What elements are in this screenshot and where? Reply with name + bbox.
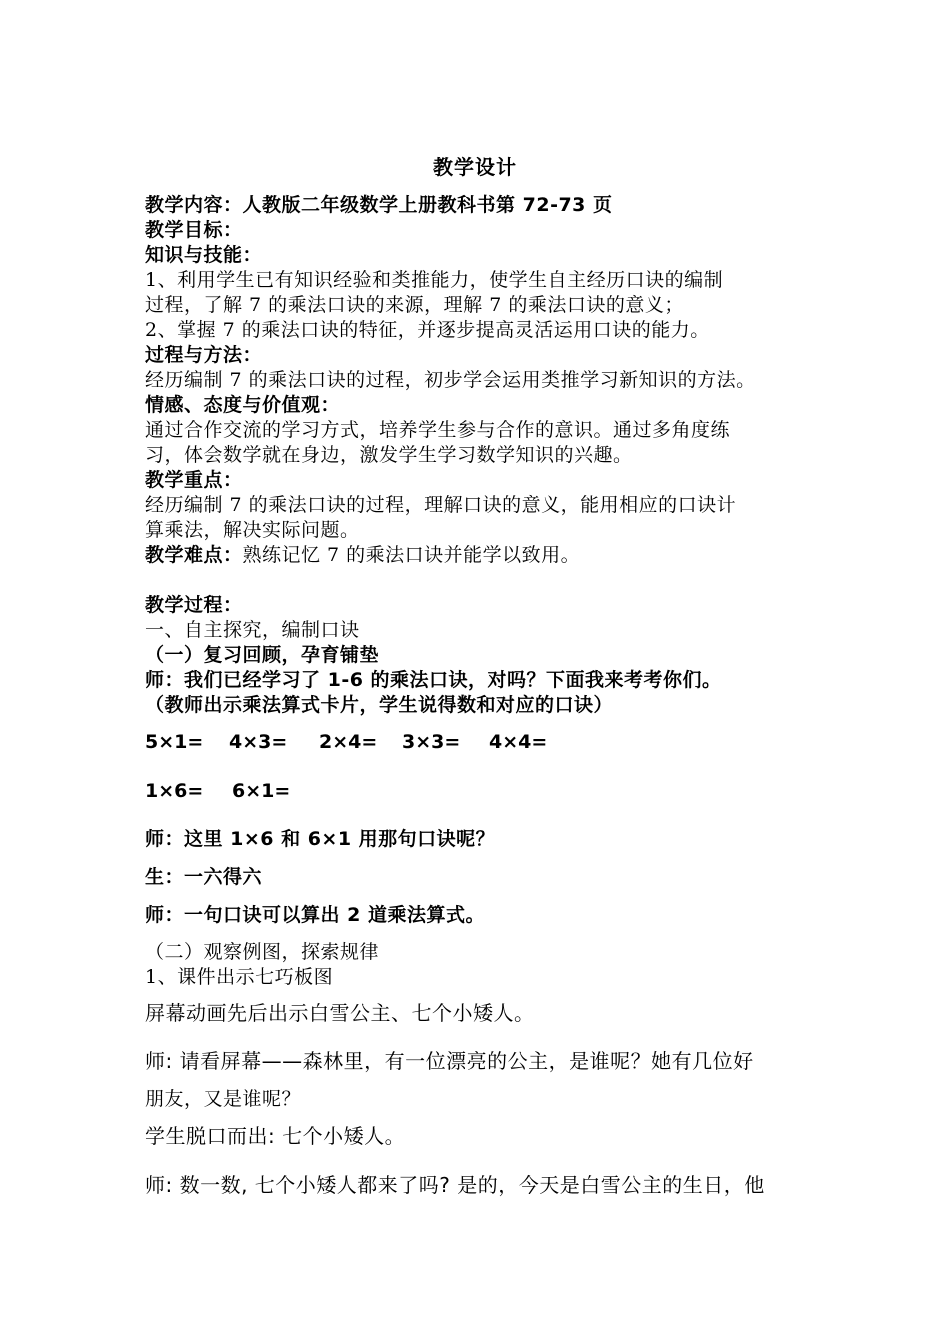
teaching-content-line	[145, 193, 613, 217]
difficulty-text: 熟练记忆 7 的乘法口诀并能学以致用。	[242, 544, 581, 566]
expression-item: 5×1=	[145, 731, 204, 753]
emotion-heading: 情感、态度与价值观：	[145, 394, 341, 416]
difficulty-label: 教学难点：	[145, 544, 243, 566]
knowledge-item-1b: 过程，了解 7 的乘法口诀的来源，理解 7 的乘法口诀的意义；	[145, 294, 684, 316]
expression-item: 6×1=	[232, 780, 291, 802]
emotion-text-a: 通过合作交流的学习方式，培养学生参与合作的意识。通过多角度练	[145, 419, 731, 441]
emotion-text-b: 习，体会数学就在身边，激发学生学习数学知识的兴趣。	[145, 444, 633, 466]
expression-item: 3×3=	[402, 731, 461, 753]
teacher-line-4a	[145, 1049, 754, 1073]
expression-item: 4×3=	[229, 731, 288, 753]
teacher-line-4a-rest: 森林里，有一位漂亮的公主，是谁呢？她有几位好	[302, 1049, 754, 1073]
teacher-line-5-lead: 师: 数一数, 七个小矮人都来了吗?	[145, 1173, 451, 1197]
teaching-content-text: 人教版二年级数学上册教科书第 72-73 页	[242, 194, 613, 216]
key-points-text-a: 经历编制 7 的乘法口诀的过程，理解口诀的意义，能用相应的口诀计	[145, 494, 737, 516]
expression-item: 1×6=	[145, 780, 204, 802]
section-1-heading: 一、自主探究，编制口诀	[145, 619, 360, 641]
knowledge-heading: 知识与技能：	[145, 244, 263, 266]
student-line-1: 生：一六得六	[145, 866, 263, 888]
objectives-heading: 教学目标：	[145, 219, 243, 241]
process-heading: 过程与方法：	[145, 344, 263, 366]
screen-animation-line: 屏幕动画先后出示白雪公主、七个小矮人。	[145, 1001, 535, 1025]
subsection-2-heading: （二）观察例图，探索规律	[145, 941, 380, 963]
student-line-2: 学生脱口而出: 七个小矮人。	[145, 1124, 406, 1148]
teacher-line-2: 师：这里 1×6 和 6×1 用那句口诀呢？	[145, 828, 496, 850]
teacher-line-1: 师：我们已经学习了 1-6 的乘法口诀，对吗？下面我来考考你们。	[145, 669, 722, 691]
expression-item: 4×4=	[489, 731, 548, 753]
document-title: 教学设计	[433, 155, 517, 179]
difficulty-line	[145, 543, 580, 567]
process-text: 经历编制 7 的乘法口诀的过程，初步学会运用类推学习新知识的方法。	[145, 369, 756, 391]
knowledge-item-2: 2、掌握 7 的乘法口诀的特征，并逐步提高灵活运用口诀的能力。	[145, 319, 710, 341]
procedure-heading: 教学过程：	[145, 594, 243, 616]
step-1: 1、课件出示七巧板图	[145, 966, 334, 988]
teacher-note-1: （教师出示乘法算式卡片，学生说得数和对应的口诀）	[145, 694, 614, 716]
teacher-line-5-rest: 是的，今天是白雪公主的生日，他	[450, 1173, 765, 1197]
teaching-content-label: 教学内容：	[145, 194, 243, 216]
teacher-line-5	[145, 1173, 765, 1197]
expression-item: 2×4=	[319, 731, 378, 753]
teacher-line-4a-lead: 师: 请看屏幕——	[145, 1049, 303, 1073]
subsection-1-heading: （一）复习回顾，孕育铺垫	[145, 644, 380, 666]
teacher-line-4b: 朋友，又是谁呢？	[145, 1088, 302, 1110]
key-points-heading: 教学重点：	[145, 469, 243, 491]
knowledge-item-1a: 1、利用学生已有知识经验和类推能力，使学生自主经历口诀的编制	[145, 269, 724, 291]
key-points-text-b: 算乘法，解决实际问题。	[145, 519, 360, 541]
teacher-line-3: 师：一句口诀可以算出 2 道乘法算式。	[145, 904, 485, 926]
